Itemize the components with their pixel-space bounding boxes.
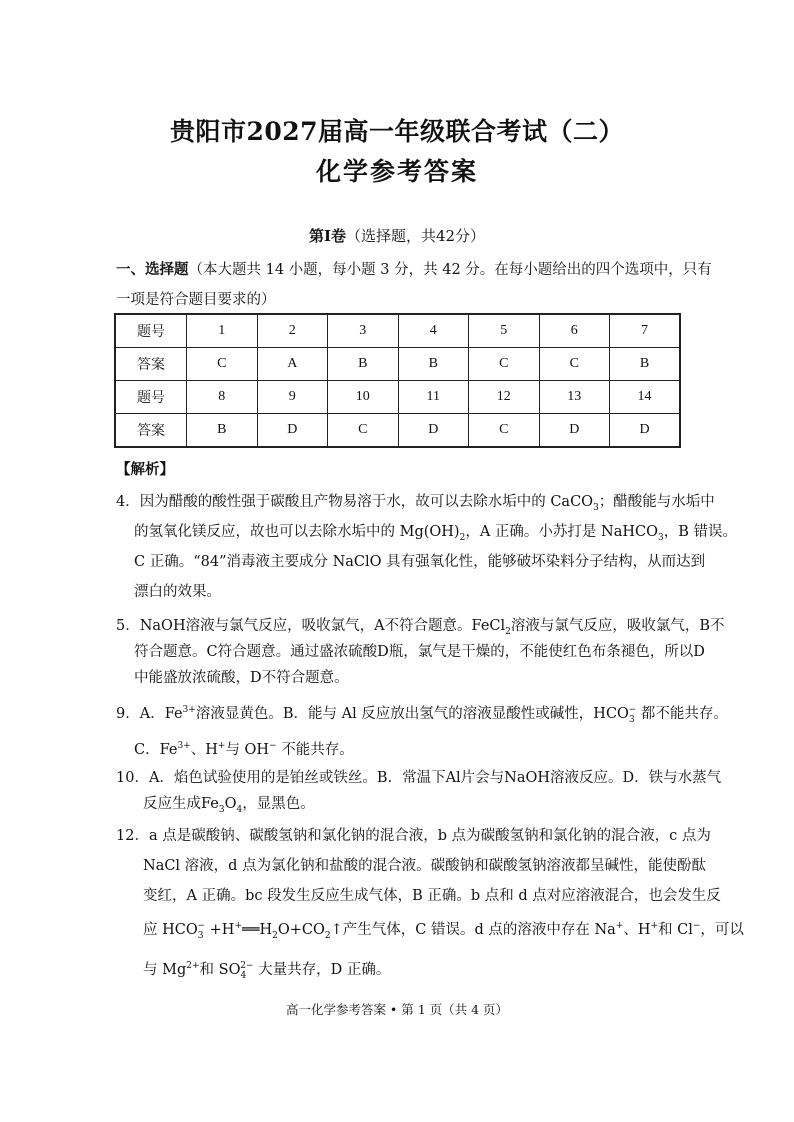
table-row: 答案 B D C D C D D	[115, 414, 680, 448]
q9-line-1: 9．A．$Fe^{3+}$溶液显黄色。B．能与 Al 反应放出氢气的溶液显酸性或碱性，$HCO_3^-$ 都不能共存。	[116, 705, 728, 725]
q10-line-1: 10．A．焰色试验使用的是铂丝或铁丝。B．常温下Al片会与NaOH溶液反应。D．铁与水蒸气	[116, 770, 722, 786]
page-footer: 高一化学参考答案 • 第 1 页（共 4 页）	[285, 1002, 509, 1017]
q12-line-2: NaCl 溶液，d 点为氯化钠和盐酸的混合液。碳酸钠和碳酸氢钠溶液都呈碱性，能使酚酞	[143, 858, 707, 874]
table-row: 答案 C A B B C C B	[115, 348, 680, 381]
q12-line-3: 变红，A 正确。bc 段发生反应生成气体，B 正确。b 点和 d 点对应溶液混合，也会发生反	[143, 888, 721, 904]
page-subtitle: 化学参考答案	[315, 157, 478, 186]
page-title: 贵阳市2027届高一年级联合考试（二）	[169, 117, 625, 146]
instructions-line-1: 一、选择题（本大题共 14 小题，每小题 3 分，共 42 分。在每小题给出的四个选项中，只有	[116, 261, 712, 278]
answer-table	[114, 313, 681, 448]
q10-line-2: 反应生成$Fe_3O_4$，显黑色。	[143, 796, 315, 815]
q4-line-2: 的氢氧化镁反应，故也可以去除水垢中的 $Mg(OH)_2$，A 正确。小苏打是 NaHCO$_3$，B 错误。	[134, 524, 737, 543]
q12-line-5: 与 $Mg^{2+}$和 $SO_4^{2-}$ 大量共存，D 正确。	[143, 961, 391, 981]
section-heading: 第Ⅰ卷（选择题，共42分）	[308, 227, 486, 245]
q4-line-4: 漂白的效果。	[134, 584, 221, 600]
analysis-label: 【解析】	[116, 461, 174, 478]
q5-line-1: 5．NaOH溶液与氯气反应，吸收氯气，A不符合题意。FeCl$_2$溶液与氯气反应，吸收氯气，B不	[116, 618, 725, 637]
q4-line-3: C 正确。“84”消毒液主要成分 NaClO 具有强氧化性，能够破坏染料分子结构，从而达到	[134, 554, 706, 570]
q12-line-4: 应 $HCO_3^-$ $+H^+══H_2O+CO_2↑$产生气体，C 错误。d 点的溶液中存在 Na+、H+和 Cl−，可以	[143, 921, 744, 941]
q5-line-2: 符合题意。C符合题意。通过盛浓硫酸D瓶，氯气是干燥的，不能使红色布条褪色，所以D	[134, 644, 705, 660]
q5-line-3: 中能盛放浓硫酸，D不符合题意。	[134, 670, 349, 686]
q9-line-2: C．$Fe^{3+}$、H+与 OH− 不能共存。	[134, 741, 354, 758]
instructions-line-2: 一项是符合题目要求的）	[116, 292, 276, 308]
q4-line-1: 4．因为醋酸的酸性强于碳酸且产物易溶于水，故可以去除水垢中的 CaCO$_3$；醋酸能与水垢中	[116, 494, 715, 513]
table-row: 题号 8 9 10 11 12 13 14	[115, 381, 680, 414]
table-row: 题号 1 2 3 4 5 6 7	[115, 314, 680, 348]
q12-line-1: 12．a 点是碳酸钠、碳酸氢钠和氯化钠的混合液，b 点为碳酸氢钠和氯化钠的混合液，c 点为	[116, 828, 711, 844]
